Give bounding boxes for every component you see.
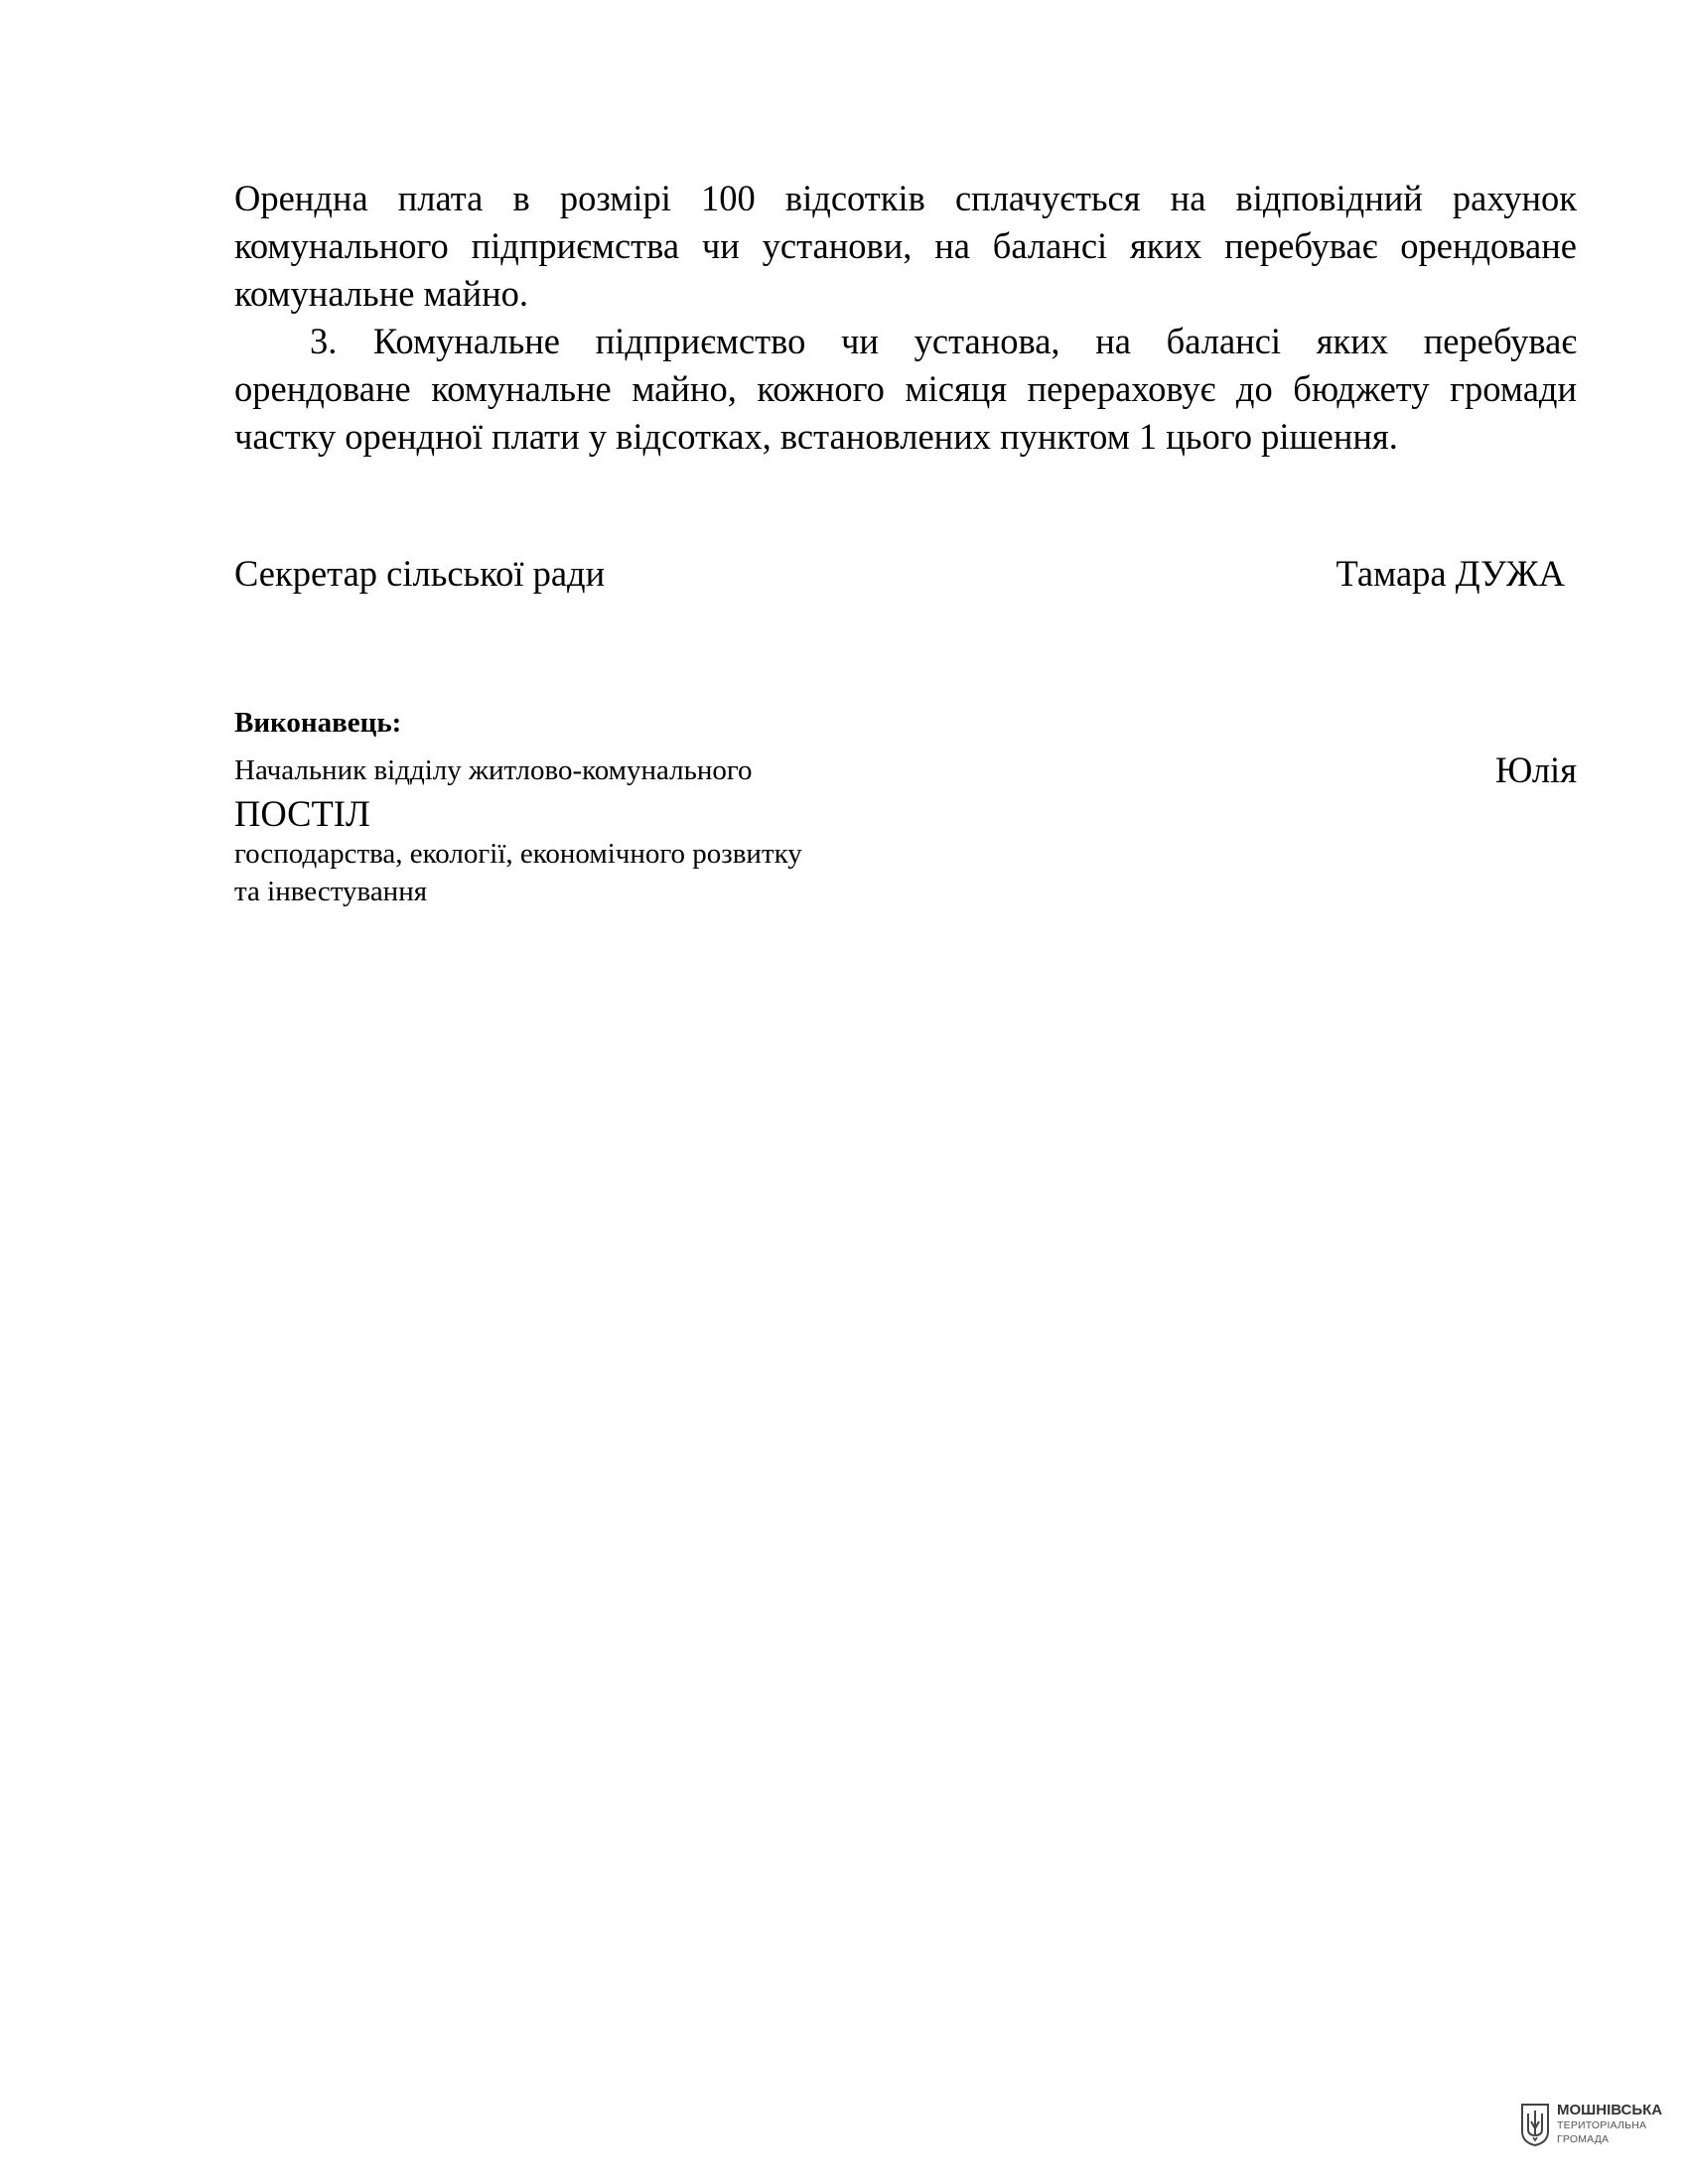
signatory-name: Тамара ДУЖА <box>1336 553 1565 594</box>
signatory-role: Секретар сільської ради <box>234 553 606 594</box>
paragraph-item-3: 3. Комунальне підприємство чи установа, на балансі яких перебуває орендоване комунальне майно, кожного місяця перераховує до бюджету громади частку орендної плати у відсотках, встановлених пунктом 1 цього рішення. <box>234 321 1577 457</box>
executor-surname: ПОСТІЛ <box>234 793 370 834</box>
executor-position-line-3: та інвестування <box>234 876 428 907</box>
logo-line-1: МОШНІВСЬКА <box>1557 2102 1663 2118</box>
executor-position-line-2: господарства, екології, економічного розвитку <box>234 838 802 870</box>
community-logo <box>1519 2102 1668 2151</box>
logo-line-2: ТЕРИТОРІАЛЬНА <box>1557 2119 1647 2131</box>
logo-line-3: ГРОМАДА <box>1557 2133 1610 2145</box>
executor-first-name: Юлія <box>1494 750 1577 790</box>
executor-heading: Виконавець: <box>234 707 402 739</box>
trident-icon <box>1519 2102 1551 2147</box>
paragraph-rent-payment: Орендна плата в розмірі 100 відсотків сплачується на відповідний рахунок комунального підприємства чи установи, на балансі яких перебуває орендоване комунальне майно. <box>234 178 1577 314</box>
executor-position-line-1: Начальник відділу житлово-комунального <box>234 754 753 786</box>
